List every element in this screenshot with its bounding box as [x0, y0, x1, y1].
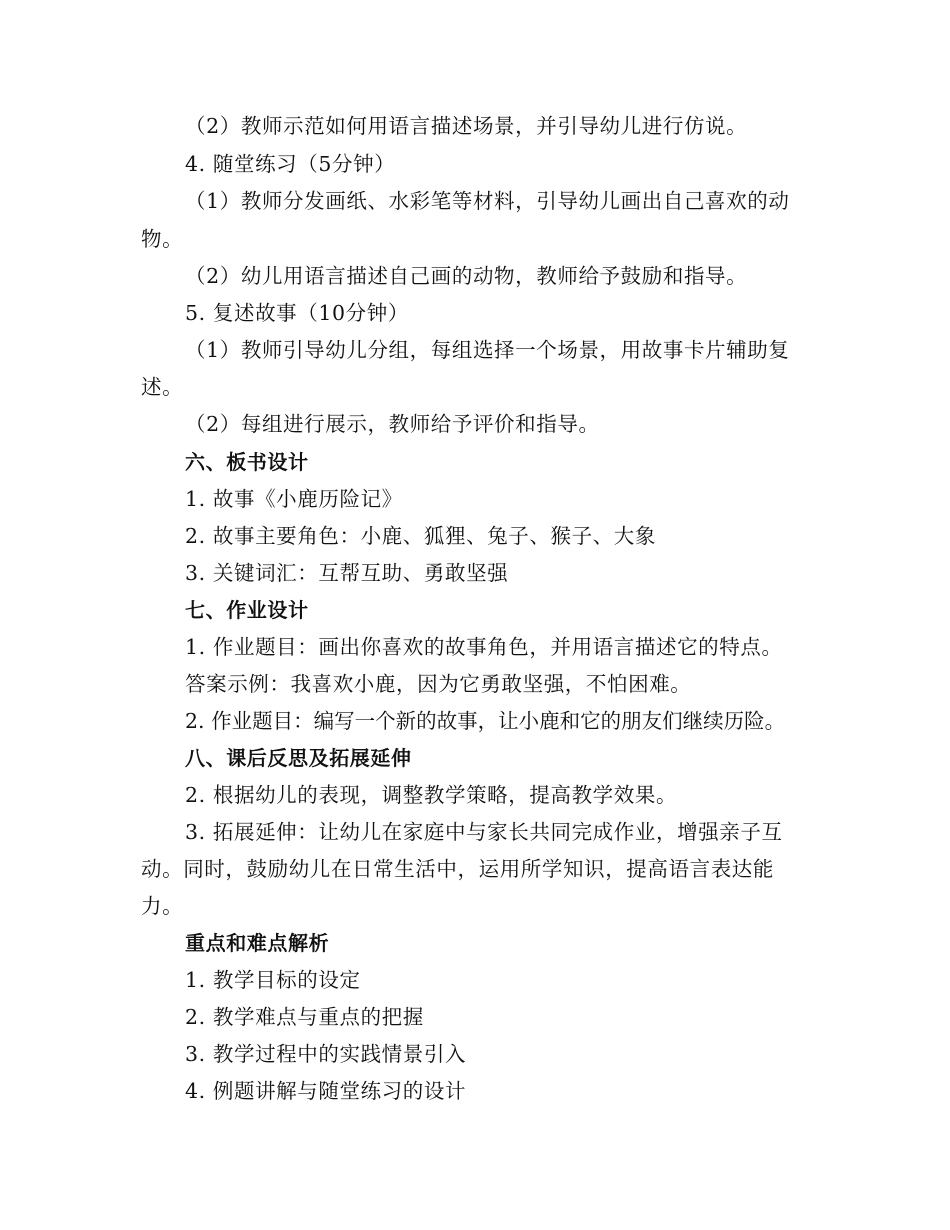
paragraph-line: （1）教师分发画纸、水彩笔等材料，引导幼儿画出自己喜欢的动 [185, 189, 790, 213]
paragraph-line: （2）每组进行展示，教师给予评价和指导。 [185, 412, 600, 436]
section-heading: 六、板书设计 [185, 450, 309, 474]
list-item: 1. 教学目标的设定 [185, 968, 361, 992]
list-item: 2. 教学难点与重点的把握 [185, 1005, 424, 1029]
paragraph-line: （1）教师引导幼儿分组，每组选择一个场景，用故事卡片辅助复 [185, 338, 790, 362]
paragraph-line: 力。 [141, 894, 184, 918]
section-heading: 八、课后反思及拓展延伸 [185, 746, 412, 770]
list-item: 3. 拓展延伸：让幼儿在家庭中与家长共同完成作业，增强亲子互 [185, 820, 783, 844]
list-item: 2. 作业题目：编写一个新的故事，让小鹿和它的朋友们继续历险。 [185, 709, 786, 733]
list-item: 3. 关键词汇：互帮互助、勇敢坚强 [185, 561, 509, 585]
paragraph-line: （2）幼儿用语言描述自己画的动物，教师给予鼓励和指导。 [185, 264, 748, 288]
list-item: 1. 作业题目：画出你喜欢的故事角色，并用语言描述它的特点。 [185, 635, 783, 659]
list-item: 4. 随堂练习（5分钟） [185, 152, 396, 176]
list-item: 3. 教学过程中的实践情景引入 [185, 1042, 467, 1066]
paragraph-line: 述。 [141, 375, 184, 399]
paragraph-line: （2）教师示范如何用语言描述场景，并引导幼儿进行仿说。 [185, 114, 748, 138]
paragraph-line: 物。 [141, 227, 184, 251]
list-item: 2. 故事主要角色：小鹿、狐狸、兔子、猴子、大象 [185, 524, 656, 548]
paragraph-line: 动。同时，鼓励幼儿在日常生活中，运用所学知识，提高语言表达能 [141, 857, 774, 881]
section-heading: 七、作业设计 [185, 598, 309, 622]
section-heading: 重点和难点解析 [185, 931, 330, 955]
list-item: 1. 故事《小鹿历险记》 [185, 487, 403, 511]
list-item: 2. 根据幼儿的表现，调整教学策略，提高教学效果。 [185, 783, 678, 807]
paragraph-line: 答案示例：我喜欢小鹿，因为它勇敢坚强，不怕困难。 [185, 672, 692, 696]
list-item: 4. 例题讲解与随堂练习的设计 [185, 1079, 467, 1103]
list-item: 5. 复述故事（10分钟） [185, 301, 409, 325]
